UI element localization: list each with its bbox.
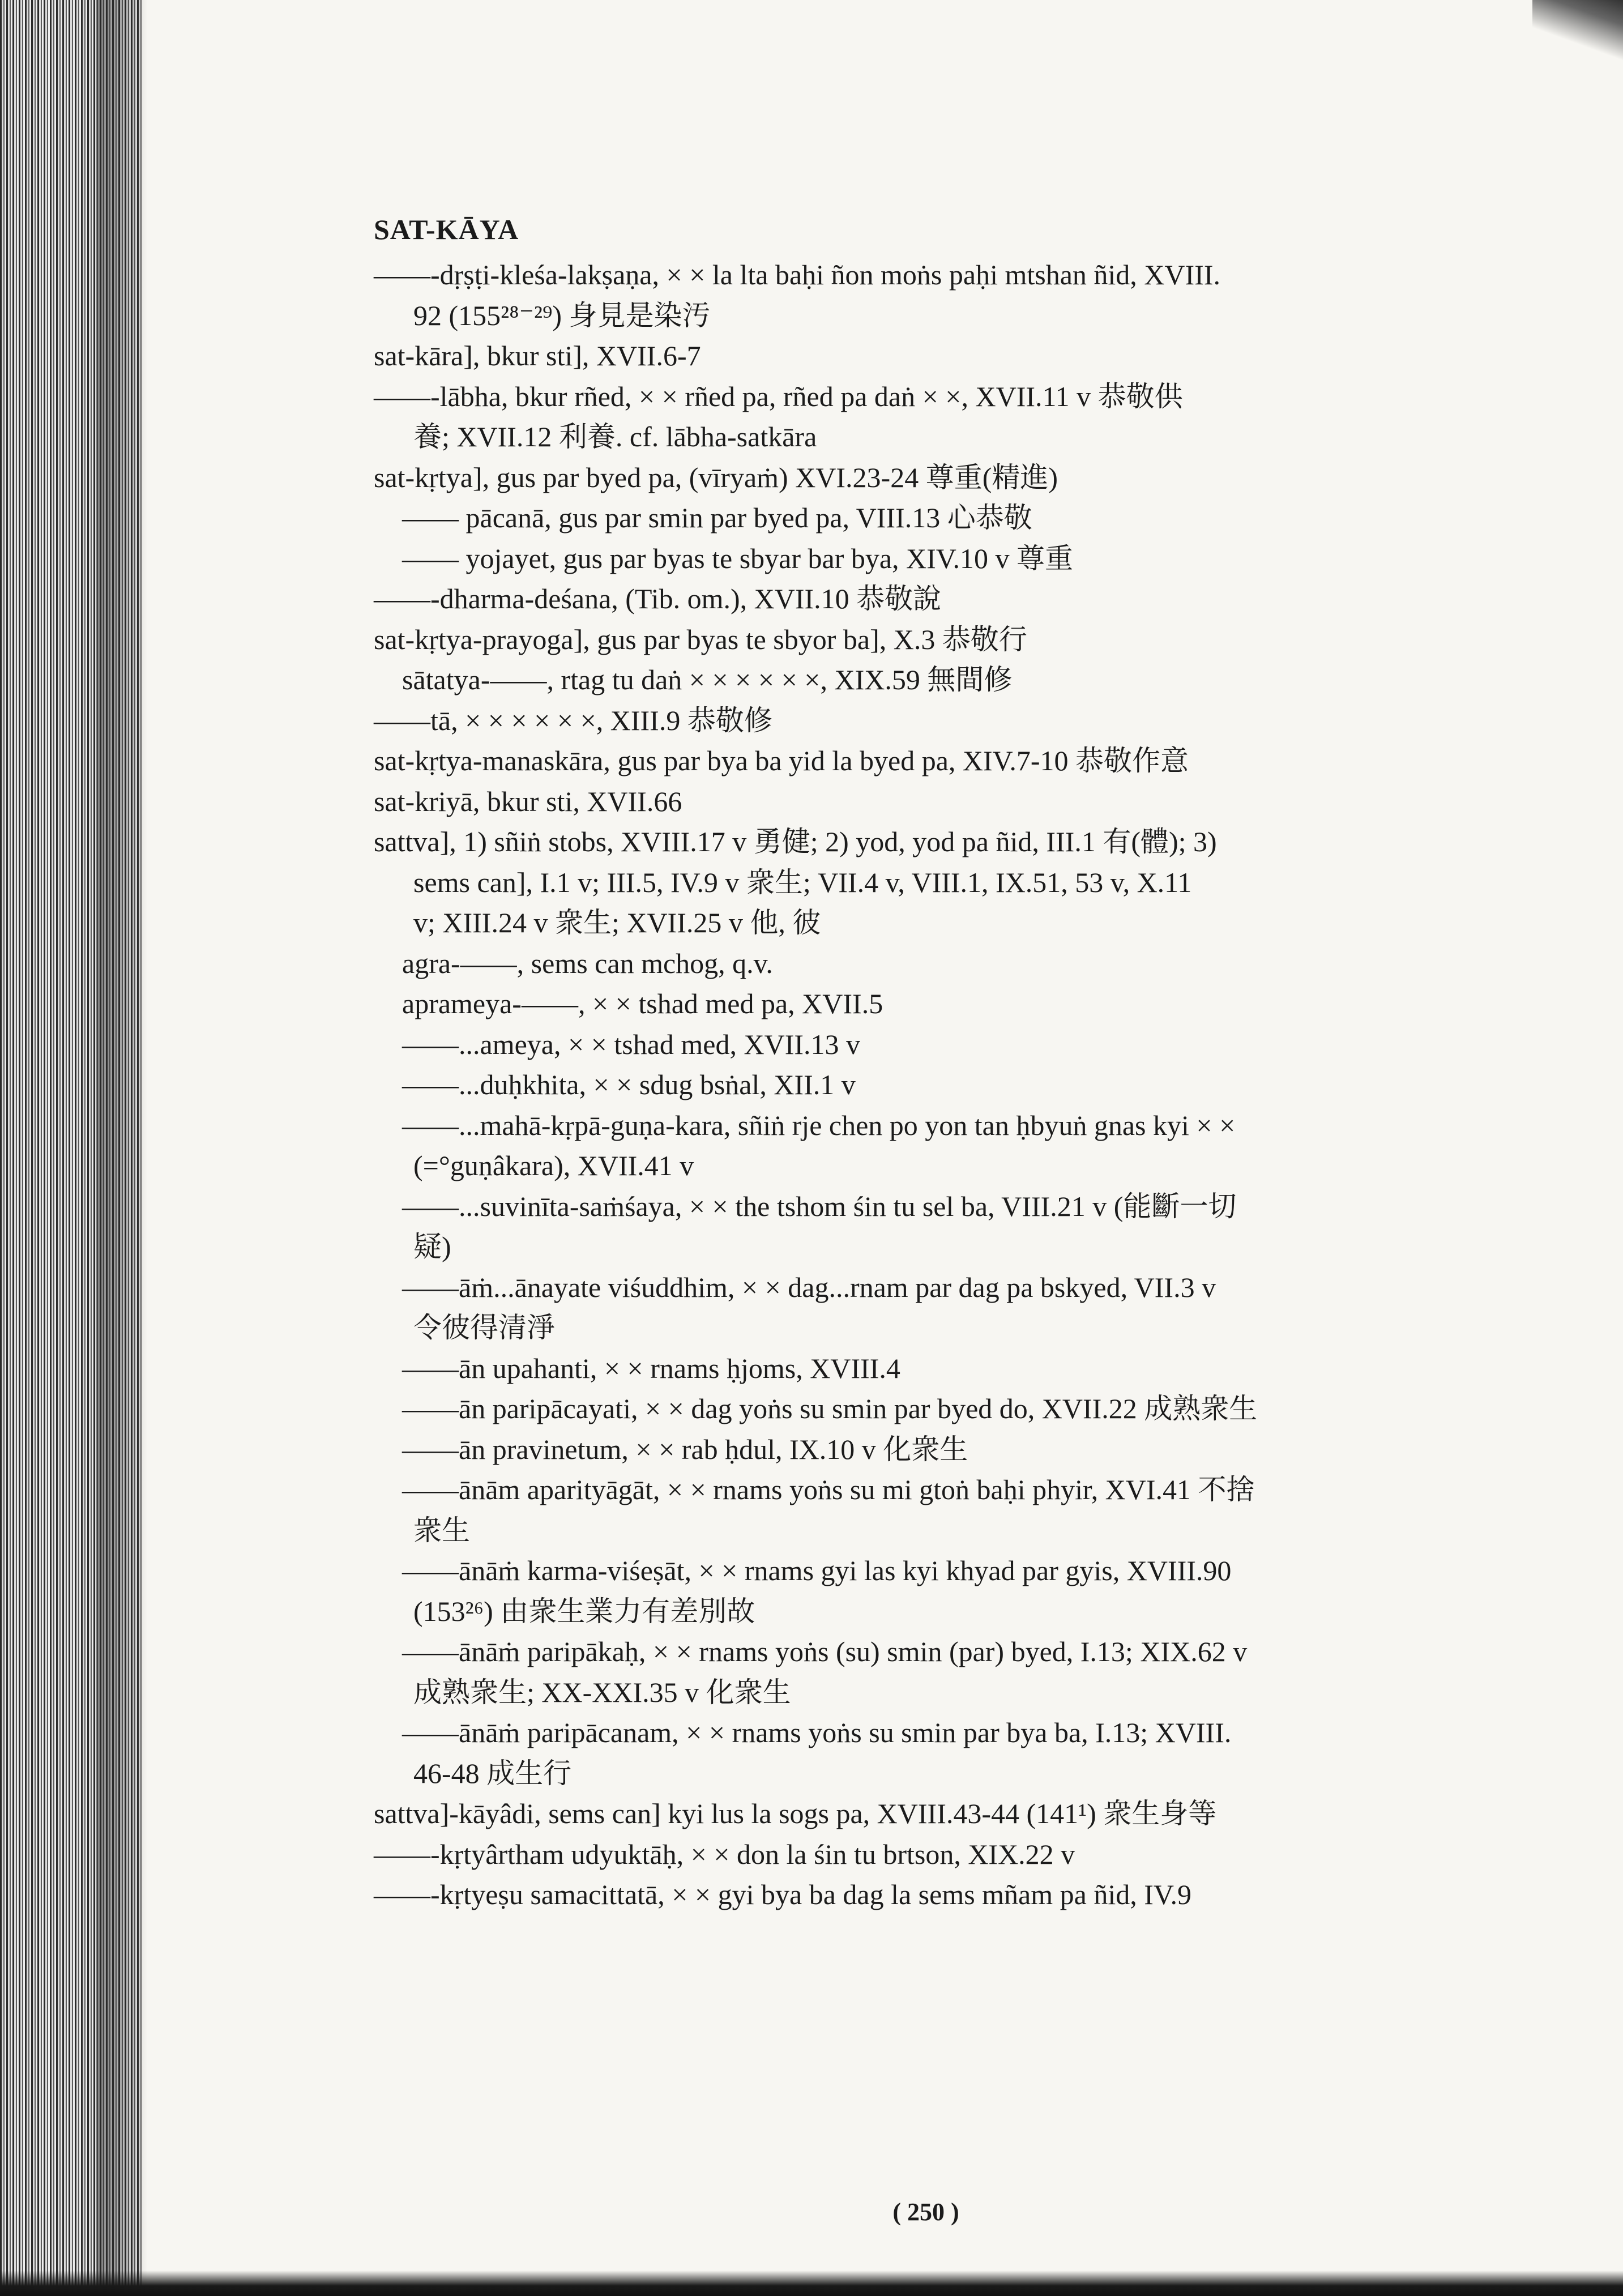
entry-line: (153²⁶) 由衆生業力有差別故 (413, 1595, 755, 1627)
entry-line: ——ānām aparityāgāt, × × rnams yoṅs su mi gtoṅ baḥi phyir, XVI.41 不捨 (402, 1474, 1255, 1505)
entry-line: ——...ameya, × × tshad med, XVII.13 v (402, 1028, 861, 1060)
entry-line: sems can], I.1 v; III.5, IV.9 v 衆生; VII.4 v, VIII.1, IX.51, 53 v, X.11 (413, 866, 1192, 898)
gutter-shadow (96, 0, 147, 2296)
dictionary-page (374, 210, 1478, 2226)
entry-line: aprameya-——, × × tshad med pa, XVII.5 (402, 988, 883, 1019)
entry-line: ——ān paripācayati, × × dag yoṅs su smin par byed do, XVII.22 成熟衆生 (402, 1393, 1258, 1424)
entry-line: (=°guṇâkara), XVII.41 v (413, 1150, 694, 1181)
entry-line: ——ānāṁ paripākaḥ, × × rnams yoṅs (su) smin (par) byed, I.13; XIX.62 v (402, 1636, 1248, 1667)
entry-line: agra-——, sems can mchog, q.v. (402, 947, 773, 979)
entry-line: ——...mahā-kṛpā-guṇa-kara, sñiṅ rje chen po yon tan ḥbyuṅ gnas kyi × × (402, 1109, 1236, 1141)
entry-line: v; XIII.24 v 衆生; XVII.25 v 他, 彼 (413, 907, 821, 938)
entry-line: sātatya-——, rtag tu daṅ × × × × × ×, XIX.59 無間修 (402, 664, 1013, 695)
entry-line: 令彼得清淨 (413, 1312, 555, 1343)
entry-line: ——ānāṁ paripācanam, × × rnams yoṅs su smin par bya ba, I.13; XVIII. (402, 1717, 1232, 1748)
entry-line: ——ānāṁ karma-viśeṣāt, × × rnams gyi las kyi khyad par gyis, XVIII.90 (402, 1555, 1232, 1586)
entry-line: ——āṁ...ānayate viśuddhim, × × dag...rnam par dag pa bskyed, VII.3 v (402, 1271, 1216, 1303)
entry-line: sat-kṛtya-manaskāra, gus par bya ba yid la byed pa, XIV.7-10 恭敬作意 (374, 745, 1189, 776)
entry-line: sattva], 1) sñiṅ stobs, XVIII.17 v 勇健; 2) yod, yod pa ñid, III.1 有(體); 3) (374, 826, 1217, 857)
scan-bottom-edge (0, 2271, 1623, 2296)
entry-line: ——...duḥkhita, × × sdug bsṅal, XII.1 v (402, 1069, 856, 1100)
entry-line: 疑) (413, 1231, 451, 1262)
entry-line: ——-dṛṣṭi-kleśa-lakṣaṇa, × × la lta baḥi ñon moṅs paḥi mtshan ñid, XVIII. (374, 259, 1220, 291)
entry-line: sattva]-kāyâdi, sems can] kyi lus la sogs pa, XVIII.43-44 (141¹) 衆生身等 (374, 1798, 1217, 1829)
entry-line: —— pācanā, gus par smin par byed pa, VIII.13 心恭敬 (402, 502, 1032, 534)
entry-line: sat-kṛtya-prayoga], gus par byas te sbyor ba], X.3 恭敬行 (374, 623, 1027, 655)
entry-line: ——-dharma-deśana, (Tib. om.), XVII.10 恭敬說 (374, 583, 942, 614)
entry-line: ——ān pravinetum, × × rab ḥdul, IX.10 v 化衆生 (402, 1433, 968, 1465)
entry-line: sat-kriyā, bkur sti, XVII.66 (374, 785, 682, 817)
entry-line: 92 (155²⁸⁻²⁹) 身見是染汚 (413, 299, 711, 331)
scan-corner-artifact (1532, 0, 1623, 68)
entry-line: 46-48 成生行 (413, 1757, 572, 1789)
page-header: SAT-KĀYA (374, 214, 519, 245)
entry-line: ——-lābha, bkur rñed, × × rñed pa, rñed pa daṅ × ×, XVII.11 v 恭敬供 (374, 380, 1183, 412)
entry-line: —— yojayet, gus par byas te sbyar bar bya, XIV.10 v 尊重 (402, 542, 1073, 574)
entry-line: ——...suvinīta-saṁśaya, × × the tshom śin tu sel ba, VIII.21 v (能斷一切 (402, 1190, 1237, 1222)
entry-line: sat-kṛtya], gus par byed pa, (vīryaṁ) XVI.23-24 尊重(精進) (374, 461, 1058, 493)
entry-line: 養; XVII.12 利養. cf. lābha-satkāra (413, 421, 817, 453)
entry-line: 成熟衆生; XX-XXI.35 v 化衆生 (413, 1676, 791, 1708)
entry-line: ——-kṛtyeṣu samacittatā, × × gyi bya ba dag la sems mñam pa ñid, IV.9 (374, 1879, 1192, 1910)
entry-line: ——tā, × × × × × ×, XIII.9 恭敬修 (374, 704, 772, 736)
page-number: ( 250 ) (892, 2198, 959, 2226)
entry-line: sat-kāra], bkur sti], XVII.6-7 (374, 340, 701, 372)
entry-line: ——-kṛtyârtham udyuktāḥ, × × don la śin tu brtson, XIX.22 v (374, 1838, 1075, 1870)
entry-line: ——ān upahanti, × × rnams ḥjoms, XVIII.4 (402, 1352, 900, 1384)
entry-line: 衆生 (413, 1514, 470, 1546)
